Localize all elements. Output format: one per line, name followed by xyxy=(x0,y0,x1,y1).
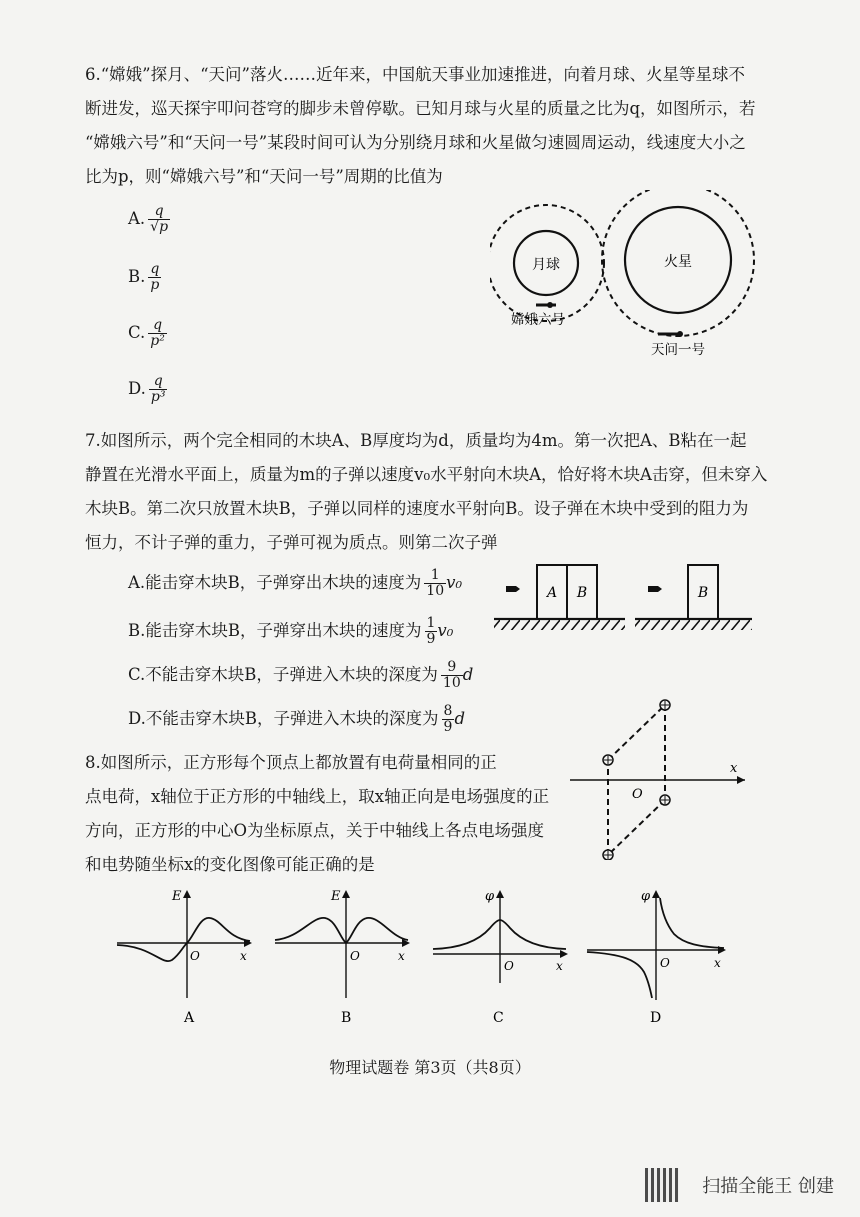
option-text: B.能击穿木块B，子弹穿出木块的速度为 xyxy=(128,621,422,640)
x-axis-arrow xyxy=(737,776,745,784)
option-tail: v₀ xyxy=(446,573,463,592)
x-axis-arrow xyxy=(560,950,568,958)
frac-num: 1 xyxy=(424,568,446,584)
frac-num: q xyxy=(150,261,160,277)
q6-line: 断进发，巡天探宇叩问苍穹的脚步未曾停歇。已知月球与火星的质量之比为q，如图所示，若 xyxy=(85,99,756,118)
q7-line: 木块B。第二次只放置木块B，子弹以同样的速度水平射向B。设子弹在木块中受到的阻力为 xyxy=(85,499,749,518)
curve xyxy=(275,918,408,943)
x-axis-label: x xyxy=(398,949,405,963)
y-axis-arrow xyxy=(652,890,660,898)
block-a-label: A xyxy=(546,585,558,601)
option-text: C.不能击穿木块B，子弹进入木块的深度为 xyxy=(128,665,438,684)
origin-label: O xyxy=(504,959,514,973)
option-tail: v₀ xyxy=(437,621,454,640)
block-b-label: B xyxy=(697,585,709,601)
graph-label: D xyxy=(650,1010,662,1026)
page-footer: 物理试题卷 第3页（共8页） xyxy=(329,1058,531,1077)
graph-a xyxy=(112,888,257,1028)
graph-label: C xyxy=(493,1010,504,1026)
q6-option-d xyxy=(128,374,167,405)
q8-line: 方向，正方形的中心O为坐标原点，关于中轴线上各点电场强度 xyxy=(85,821,545,840)
frac-den: p³ xyxy=(150,389,166,405)
q8-line: 和电势随坐标x的变化图像可能正确的是 xyxy=(85,855,375,874)
frac-den: 10 xyxy=(442,675,461,691)
frac-den: 10 xyxy=(426,583,445,599)
watermark: 扫描全能王 创建 xyxy=(702,1176,834,1197)
origin-label: O xyxy=(190,949,200,963)
x-axis-label: x xyxy=(556,959,563,973)
q8-line: 点电荷，x轴位于正方形的中轴线上，取x轴正向是电场强度的正 xyxy=(85,787,550,806)
x-axis-label: x xyxy=(714,956,721,970)
positive-charge-icon xyxy=(603,850,613,860)
y-axis-arrow xyxy=(342,890,350,898)
option-label: D. xyxy=(128,379,146,398)
option-label: B. xyxy=(128,267,146,286)
positive-charge-icon xyxy=(660,700,670,710)
frac-num: 1 xyxy=(426,615,436,631)
curve xyxy=(660,898,724,948)
frac-num: 8 xyxy=(443,703,453,719)
q6-option-a xyxy=(128,204,170,235)
q8-line: 8.如图所示，正方形每个顶点上都放置有电荷量相同的正 xyxy=(85,753,497,772)
graph-b xyxy=(270,888,415,1028)
q7-option-c xyxy=(128,660,473,691)
q7-option-b xyxy=(128,616,453,647)
chang-e-dot xyxy=(547,302,553,308)
x-axis-label: x xyxy=(730,761,738,776)
y-axis-arrow xyxy=(496,890,504,898)
frac-den: 9 xyxy=(443,719,453,735)
moon-label: 月球 xyxy=(532,257,560,273)
q6-option-c xyxy=(128,318,167,349)
block-b-label: B xyxy=(576,585,588,601)
frac-num: q xyxy=(148,318,167,334)
positive-charge-icon xyxy=(603,755,613,765)
y-axis-label: E xyxy=(331,889,341,904)
curve xyxy=(587,952,652,998)
frac-num: q xyxy=(149,374,168,390)
curve xyxy=(117,918,250,961)
positive-charge-icon xyxy=(660,795,670,805)
mars-label: 火星 xyxy=(664,254,692,270)
q7-option-a xyxy=(128,568,462,599)
q7-option-d xyxy=(128,704,465,735)
q6-line: 6.“嫦娥”探月、“天问”落火……近年来，中国航天事业加速推进，向着月球、火星等星球不 xyxy=(85,65,745,84)
q6-line: “嫦娥六号”和“天问一号”某段时间可认为分别绕月球和火星做匀速圆周运动，线速度大小之 xyxy=(85,133,746,152)
frac-den: p xyxy=(150,277,160,293)
chang-e-label: 嫦娥六号 xyxy=(511,312,565,328)
bullet-icon xyxy=(648,586,662,592)
frac-num: 9 xyxy=(441,660,463,676)
frac-num: q xyxy=(148,204,170,220)
frac-den: p² xyxy=(150,333,165,349)
qr-code-icon xyxy=(645,1168,679,1202)
q7-line: 7.如图所示，两个完全相同的木块A、B厚度均为d，质量均为4m。第一次把A、B粘在一起 xyxy=(85,431,747,450)
origin-label: O xyxy=(660,956,670,970)
y-axis-label: φ xyxy=(641,889,651,904)
square-edge xyxy=(608,800,665,855)
y-axis-label: E xyxy=(172,889,182,904)
graph-c xyxy=(428,888,573,1028)
ground-hatch xyxy=(635,620,752,630)
option-tail: d xyxy=(454,709,465,728)
option-label: C. xyxy=(128,323,146,342)
y-axis-arrow xyxy=(183,890,191,898)
frac-den: √p xyxy=(150,219,169,235)
option-label: A. xyxy=(128,209,146,228)
square-edge xyxy=(608,705,665,760)
charges-figure xyxy=(560,695,760,860)
orbit-figure xyxy=(490,190,760,360)
option-text: D.不能击穿木块B，子弹进入木块的深度为 xyxy=(128,709,439,728)
origin-label: O xyxy=(632,787,643,802)
x-axis-label: x xyxy=(240,949,247,963)
y-axis-label: φ xyxy=(485,889,495,904)
q6-option-b xyxy=(128,262,161,293)
graph-d xyxy=(582,888,732,1028)
tianwen-label: 天问一号 xyxy=(651,342,705,358)
option-tail: d xyxy=(462,665,474,684)
graph-label: A xyxy=(184,1010,195,1026)
bullet-icon xyxy=(506,586,520,592)
q7-line: 静置在光滑水平面上，质量为m的子弹以速度v₀水平射向木块A，恰好将木块A击穿，但未穿入 xyxy=(85,465,768,484)
tianwen-dot xyxy=(677,331,683,337)
origin-label: O xyxy=(350,949,360,963)
ground-hatch xyxy=(494,620,625,630)
option-text: A.能击穿木块B，子弹穿出木块的速度为 xyxy=(128,573,422,592)
q7-line: 恒力，不计子弹的重力，子弹可视为质点。则第二次子弹 xyxy=(85,533,498,552)
graph-label: B xyxy=(341,1010,352,1026)
frac-den: 9 xyxy=(426,631,436,647)
blocks-figure xyxy=(490,560,760,636)
q6-line: 比为p，则“嫦娥六号”和“天问一号”周期的比值为 xyxy=(85,167,443,186)
